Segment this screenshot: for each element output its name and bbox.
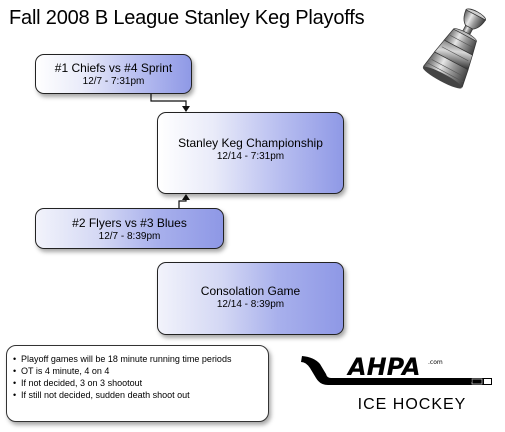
championship-date: 12/14 - 7:31pm — [216, 151, 285, 162]
bullet-icon: • — [13, 378, 17, 388]
championship-box — [157, 112, 344, 194]
championship-name: Stanley Keg Championship — [178, 136, 323, 150]
consolation-box — [157, 262, 344, 335]
bullet-icon: • — [13, 354, 17, 364]
rule-item: • If still not decided, sudden death shoot out — [13, 390, 190, 400]
semifinal-2-box — [35, 208, 224, 249]
page-title: Fall 2008 B League Stanley Keg Playoffs — [9, 7, 365, 29]
logo-acronym: AHPA — [348, 353, 421, 381]
logo-domain: .com — [428, 359, 443, 366]
semifinal-2-date: 12/7 - 8:39pm — [98, 231, 161, 242]
rule-item: • OT is 4 minute, 4 on 4 — [13, 366, 110, 376]
rules-list — [13, 353, 264, 401]
bullet-icon: • — [13, 366, 17, 376]
bullet-icon: • — [13, 390, 17, 400]
rule-item: • Playoff games will be 18 minute running time periods — [13, 354, 232, 364]
semifinal-2-matchup: #2 Flyers vs #3 Blues — [72, 216, 187, 230]
semifinal-1-box — [35, 54, 192, 94]
consolation-name: Consolation Game — [200, 284, 301, 298]
semifinal-1-date: 12/7 - 7:31pm — [82, 76, 145, 87]
semifinal-1-matchup: #1 Chiefs vs #4 Sprint — [54, 61, 173, 75]
consolation-date: 12/14 - 8:39pm — [216, 299, 285, 310]
stanley-cup-trophy-icon — [410, 2, 502, 102]
rules-notes-box — [6, 345, 269, 422]
logo-tagline: LOUISVILLE ADULT HOCKEY PLAYERS ASSOCIATION — [390, 379, 479, 383]
logo-subtitle: ICE HOCKEY — [357, 396, 467, 413]
rule-item: • If not decided, 3 on 3 shootout — [13, 378, 143, 388]
